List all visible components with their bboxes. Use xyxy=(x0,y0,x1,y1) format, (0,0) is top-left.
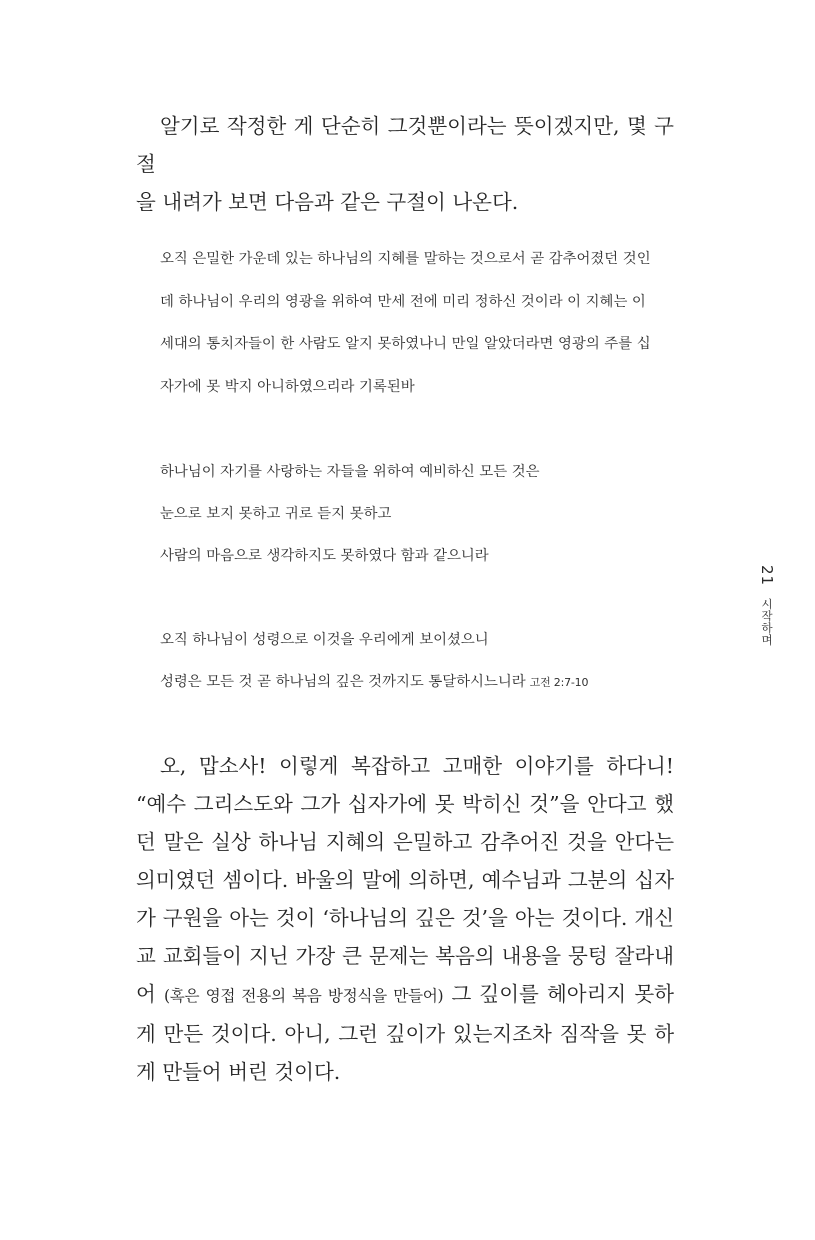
side-margin xyxy=(747,565,787,646)
quote-line: 오직 하나님이 성령으로 이것을 우리에게 보이셨으니 xyxy=(160,632,489,648)
quote-line: 자가에 못 박지 아니하였으리라 기록된바 xyxy=(160,379,415,396)
page-number: 21 xyxy=(758,565,776,587)
scripture-quote-3 xyxy=(160,619,588,704)
intro-paragraph xyxy=(136,107,674,221)
quote-line: 성령은 모든 것 곧 하나님의 깊은 것까지도 통달하시느니라 xyxy=(160,674,526,690)
main-text-part-1: 오, 맙소사! 이렇게 복잡하고 고매한 이야기를 하다니! “예수 그리스도와 그가 십자가에 못 박히신 것”을 안다고 했던 말은 실상 하나님 지혜의 은밀하고 감추어진 것을 안다는 의미였던 셈이다. 바울의 말에 의하면, 예수님과 그분의 십자가 구원을 아는 것이 ‘하나님의 깊은 것’을 아는 것이다. 개신교 교회들이 지닌 가장 큰 문제는 복음의 내용을 뭉텅 잘라내어 xyxy=(136,754,674,1006)
intro-line-2: 을 내려가 보면 다음과 같은 구절이 나온다. xyxy=(136,190,519,214)
parenthetical-note: (혹은 영접 전용의 복음 방정식을 만들어) xyxy=(163,987,444,1005)
quote-line: 세대의 통치자들이 한 사람도 알지 못하였나니 만일 알았더라면 영광의 주를 십 xyxy=(160,336,651,353)
quote-line: 데 하나님이 우리의 영광을 위하여 만세 전에 미리 정하신 것이라 이 지혜는 이 xyxy=(160,293,646,310)
main-paragraph xyxy=(136,747,674,1091)
scripture-quote-1 xyxy=(160,238,651,409)
quote-line-with-reference xyxy=(160,661,588,704)
intro-line-1: 알기로 작정한 게 단순히 그것뿐이라는 뜻이겠지만, 몇 구절 xyxy=(136,114,674,176)
quote-line: 하나님이 자기를 사랑하는 자들을 위하여 예비하신 모든 것은 xyxy=(160,464,540,480)
quote-line: 눈으로 보지 못하고 귀로 듣지 못하고 xyxy=(160,506,392,522)
main-text-part-2: 그 깊이를 헤아리지 못하게 만든 것이다. 아니, 그런 깊이가 있는지조차 짐작을 못 하게 만들어 버린 것이다. xyxy=(136,982,674,1084)
scripture-reference: 고전 2:7-10 xyxy=(529,676,589,689)
quote-line: 오직 은밀한 가운데 있는 하나님의 지혜를 말하는 것으로서 곧 감추어졌던 것인 xyxy=(160,251,651,267)
scripture-quote-2 xyxy=(160,451,540,577)
quote-line: 사람의 마음으로 생각하지도 못하였다 함과 같으니라 xyxy=(160,548,489,564)
running-header: 시작하며 xyxy=(760,598,774,647)
